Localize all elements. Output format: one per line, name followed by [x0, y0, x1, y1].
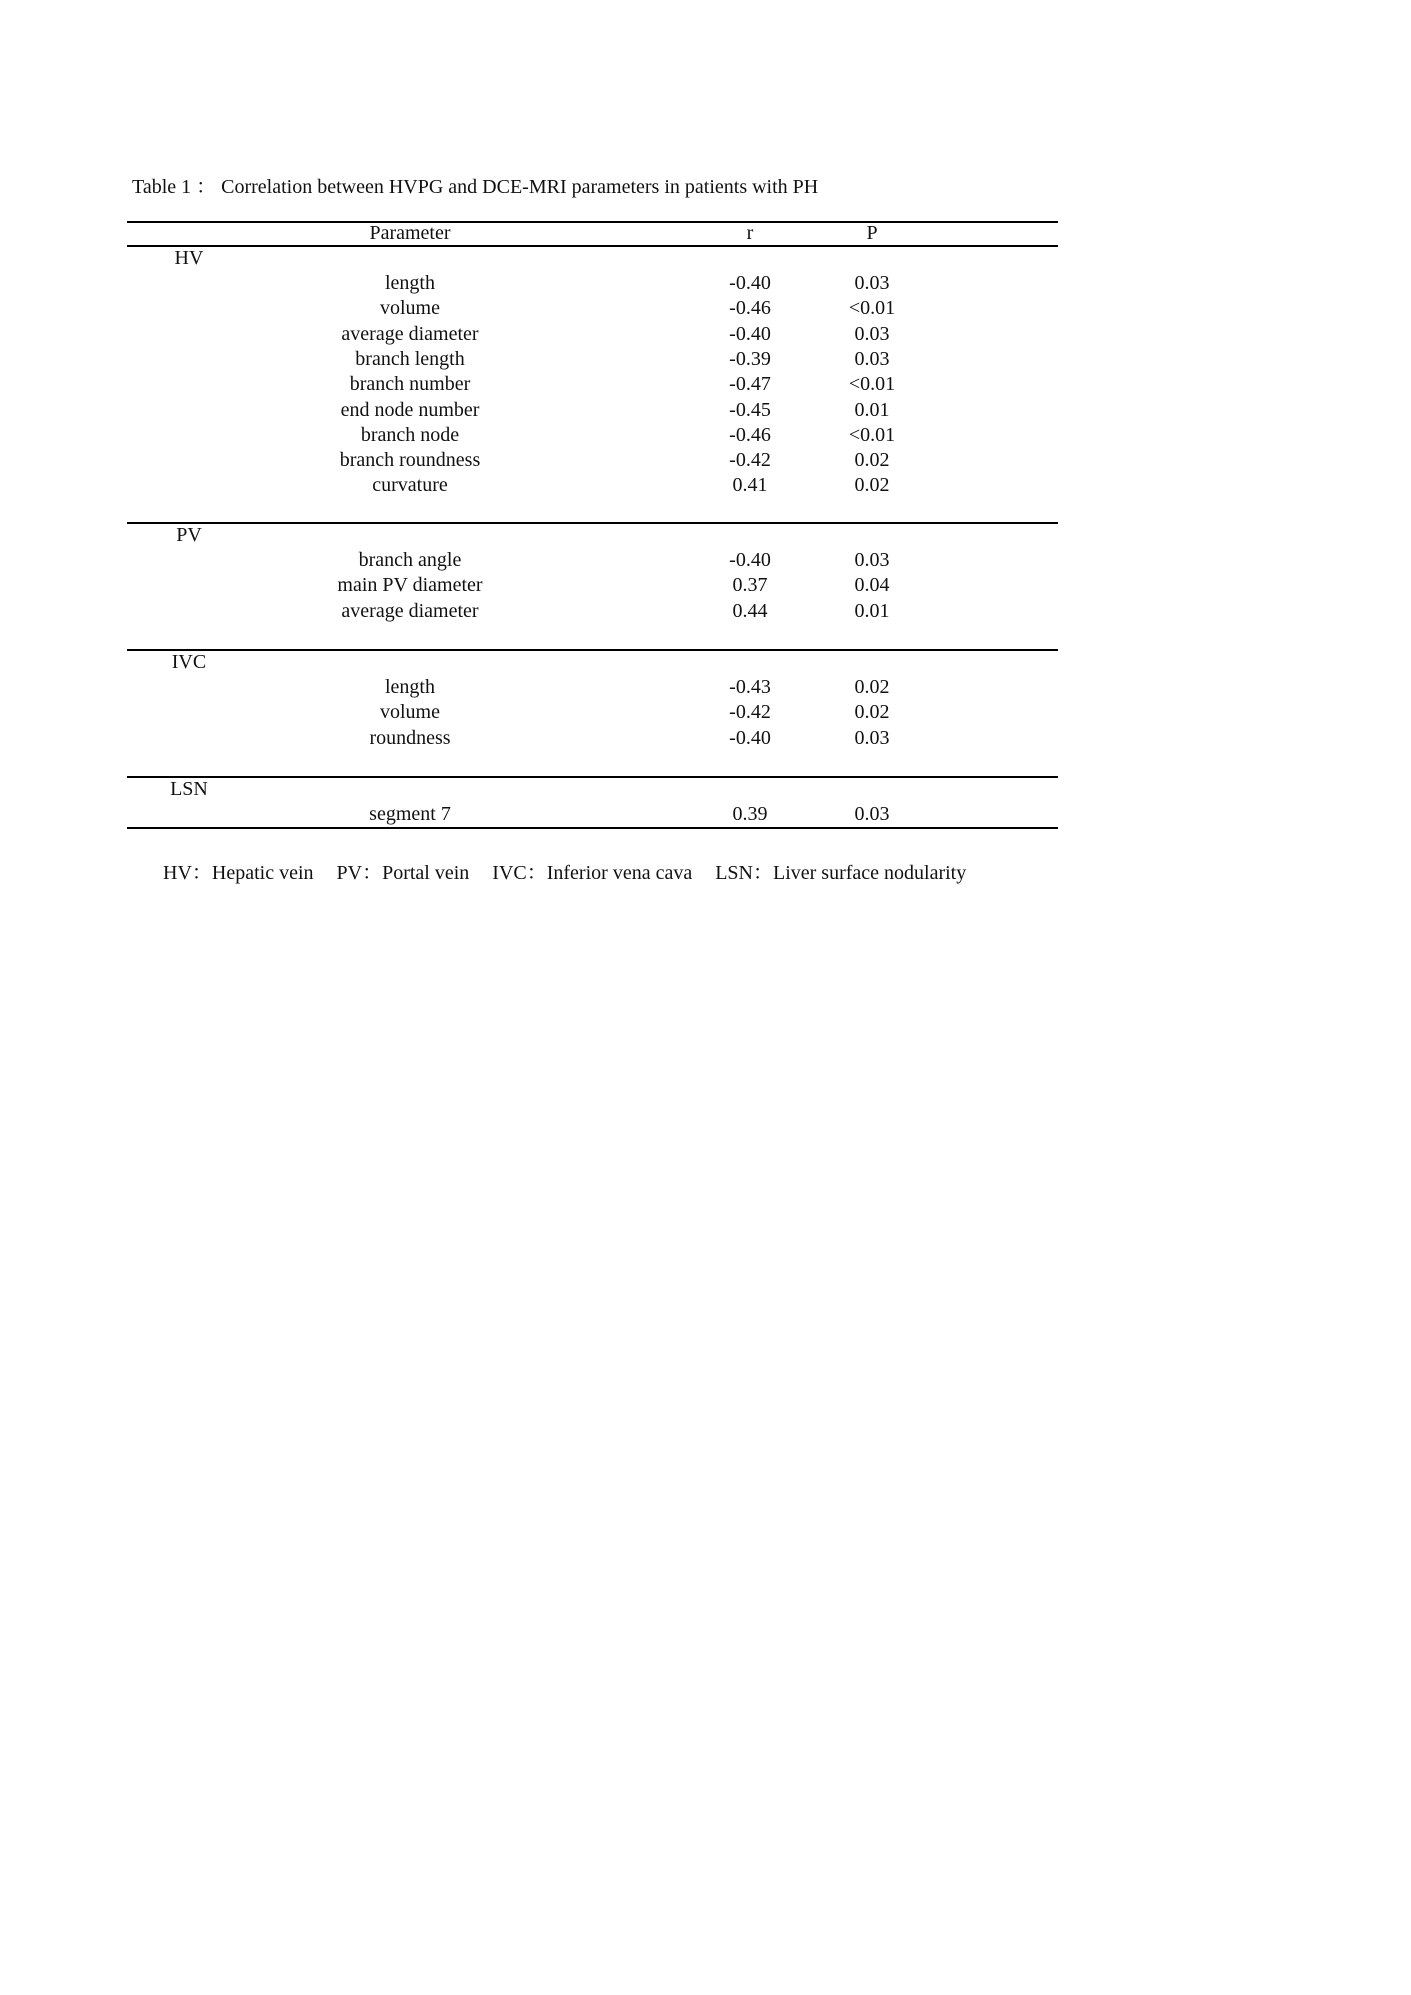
row-r-value: -0.43 — [729, 676, 771, 698]
footnote-lsn: LSN：Liver surface nodularity — [715, 862, 967, 884]
header-r: r — [746, 222, 754, 244]
row-p-value: 0.04 — [854, 574, 890, 597]
row-p-value: 0.03 — [854, 272, 890, 294]
row-p-value: 0.03 — [854, 803, 890, 825]
group-separator-rule — [127, 522, 1058, 524]
footnote-ivc: IVC：Inferior vena cava — [492, 862, 693, 884]
table-caption: Table 1 ： Correlation between HVPG and DCE-MRI parameters in patients with PH — [132, 176, 819, 198]
row-r-value: -0.39 — [729, 347, 771, 370]
row-r-value: 0.39 — [732, 803, 768, 825]
row-parameter: main PV diameter — [337, 574, 483, 597]
row-parameter: average diameter — [341, 322, 479, 345]
row-parameter: segment 7 — [369, 803, 451, 825]
row-p-value: 0.02 — [854, 474, 890, 497]
row-p-value: <0.01 — [848, 423, 896, 446]
row-p-value: 0.02 — [854, 676, 890, 698]
row-p-value: 0.03 — [854, 726, 890, 749]
group-separator-rule — [127, 776, 1058, 778]
row-parameter: branch number — [349, 373, 471, 396]
footnote — [163, 856, 984, 885]
row-r-value: -0.42 — [729, 449, 771, 472]
row-p-value: <0.01 — [848, 297, 896, 320]
row-p-value: 0.03 — [854, 347, 890, 370]
row-p-value: 0.01 — [854, 398, 890, 421]
row-p-value: <0.01 — [848, 373, 896, 396]
table-bottom-rule — [127, 827, 1058, 829]
row-p-value: 0.02 — [854, 701, 890, 724]
row-r-value: -0.46 — [729, 423, 771, 446]
row-r-value: -0.47 — [729, 373, 771, 396]
row-r-value: -0.40 — [729, 726, 771, 749]
group-label-lsn: LSN — [170, 778, 208, 800]
row-parameter: volume — [380, 297, 440, 320]
row-parameter: roundness — [369, 726, 451, 749]
group-separator-rule — [127, 649, 1058, 651]
row-parameter: end node number — [340, 398, 480, 421]
row-parameter: length — [385, 272, 435, 294]
row-parameter: average diameter — [341, 599, 479, 622]
header-bottom-rule — [127, 245, 1058, 247]
header-parameter: Parameter — [369, 222, 451, 244]
row-parameter: curvature — [372, 474, 448, 497]
row-parameter: volume — [380, 701, 440, 724]
header-p: P — [866, 222, 878, 244]
row-p-value: 0.02 — [854, 449, 890, 472]
row-r-value: 0.37 — [732, 574, 768, 597]
footnote-pv: PV：Portal vein — [336, 862, 470, 884]
row-r-value: 0.41 — [732, 474, 768, 497]
row-r-value: 0.44 — [732, 599, 768, 622]
row-r-value: -0.45 — [729, 398, 771, 421]
row-parameter: branch length — [355, 347, 465, 370]
row-r-value: -0.42 — [729, 701, 771, 724]
group-label-pv: PV — [176, 524, 202, 546]
group-label-ivc: IVC — [171, 651, 207, 673]
row-r-value: -0.40 — [729, 272, 771, 294]
row-p-value: 0.03 — [854, 549, 890, 571]
row-parameter: branch node — [360, 423, 460, 446]
row-r-value: -0.40 — [729, 322, 771, 345]
row-p-value: 0.03 — [854, 322, 890, 345]
row-p-value: 0.01 — [854, 599, 890, 622]
row-parameter: branch angle — [358, 549, 462, 571]
row-r-value: -0.46 — [729, 297, 771, 320]
row-r-value: -0.40 — [729, 549, 771, 571]
row-parameter: branch roundness — [339, 449, 481, 472]
footnote-hv: HV：Hepatic vein — [163, 862, 314, 884]
row-parameter: length — [385, 676, 435, 698]
group-label-hv: HV — [174, 247, 204, 269]
